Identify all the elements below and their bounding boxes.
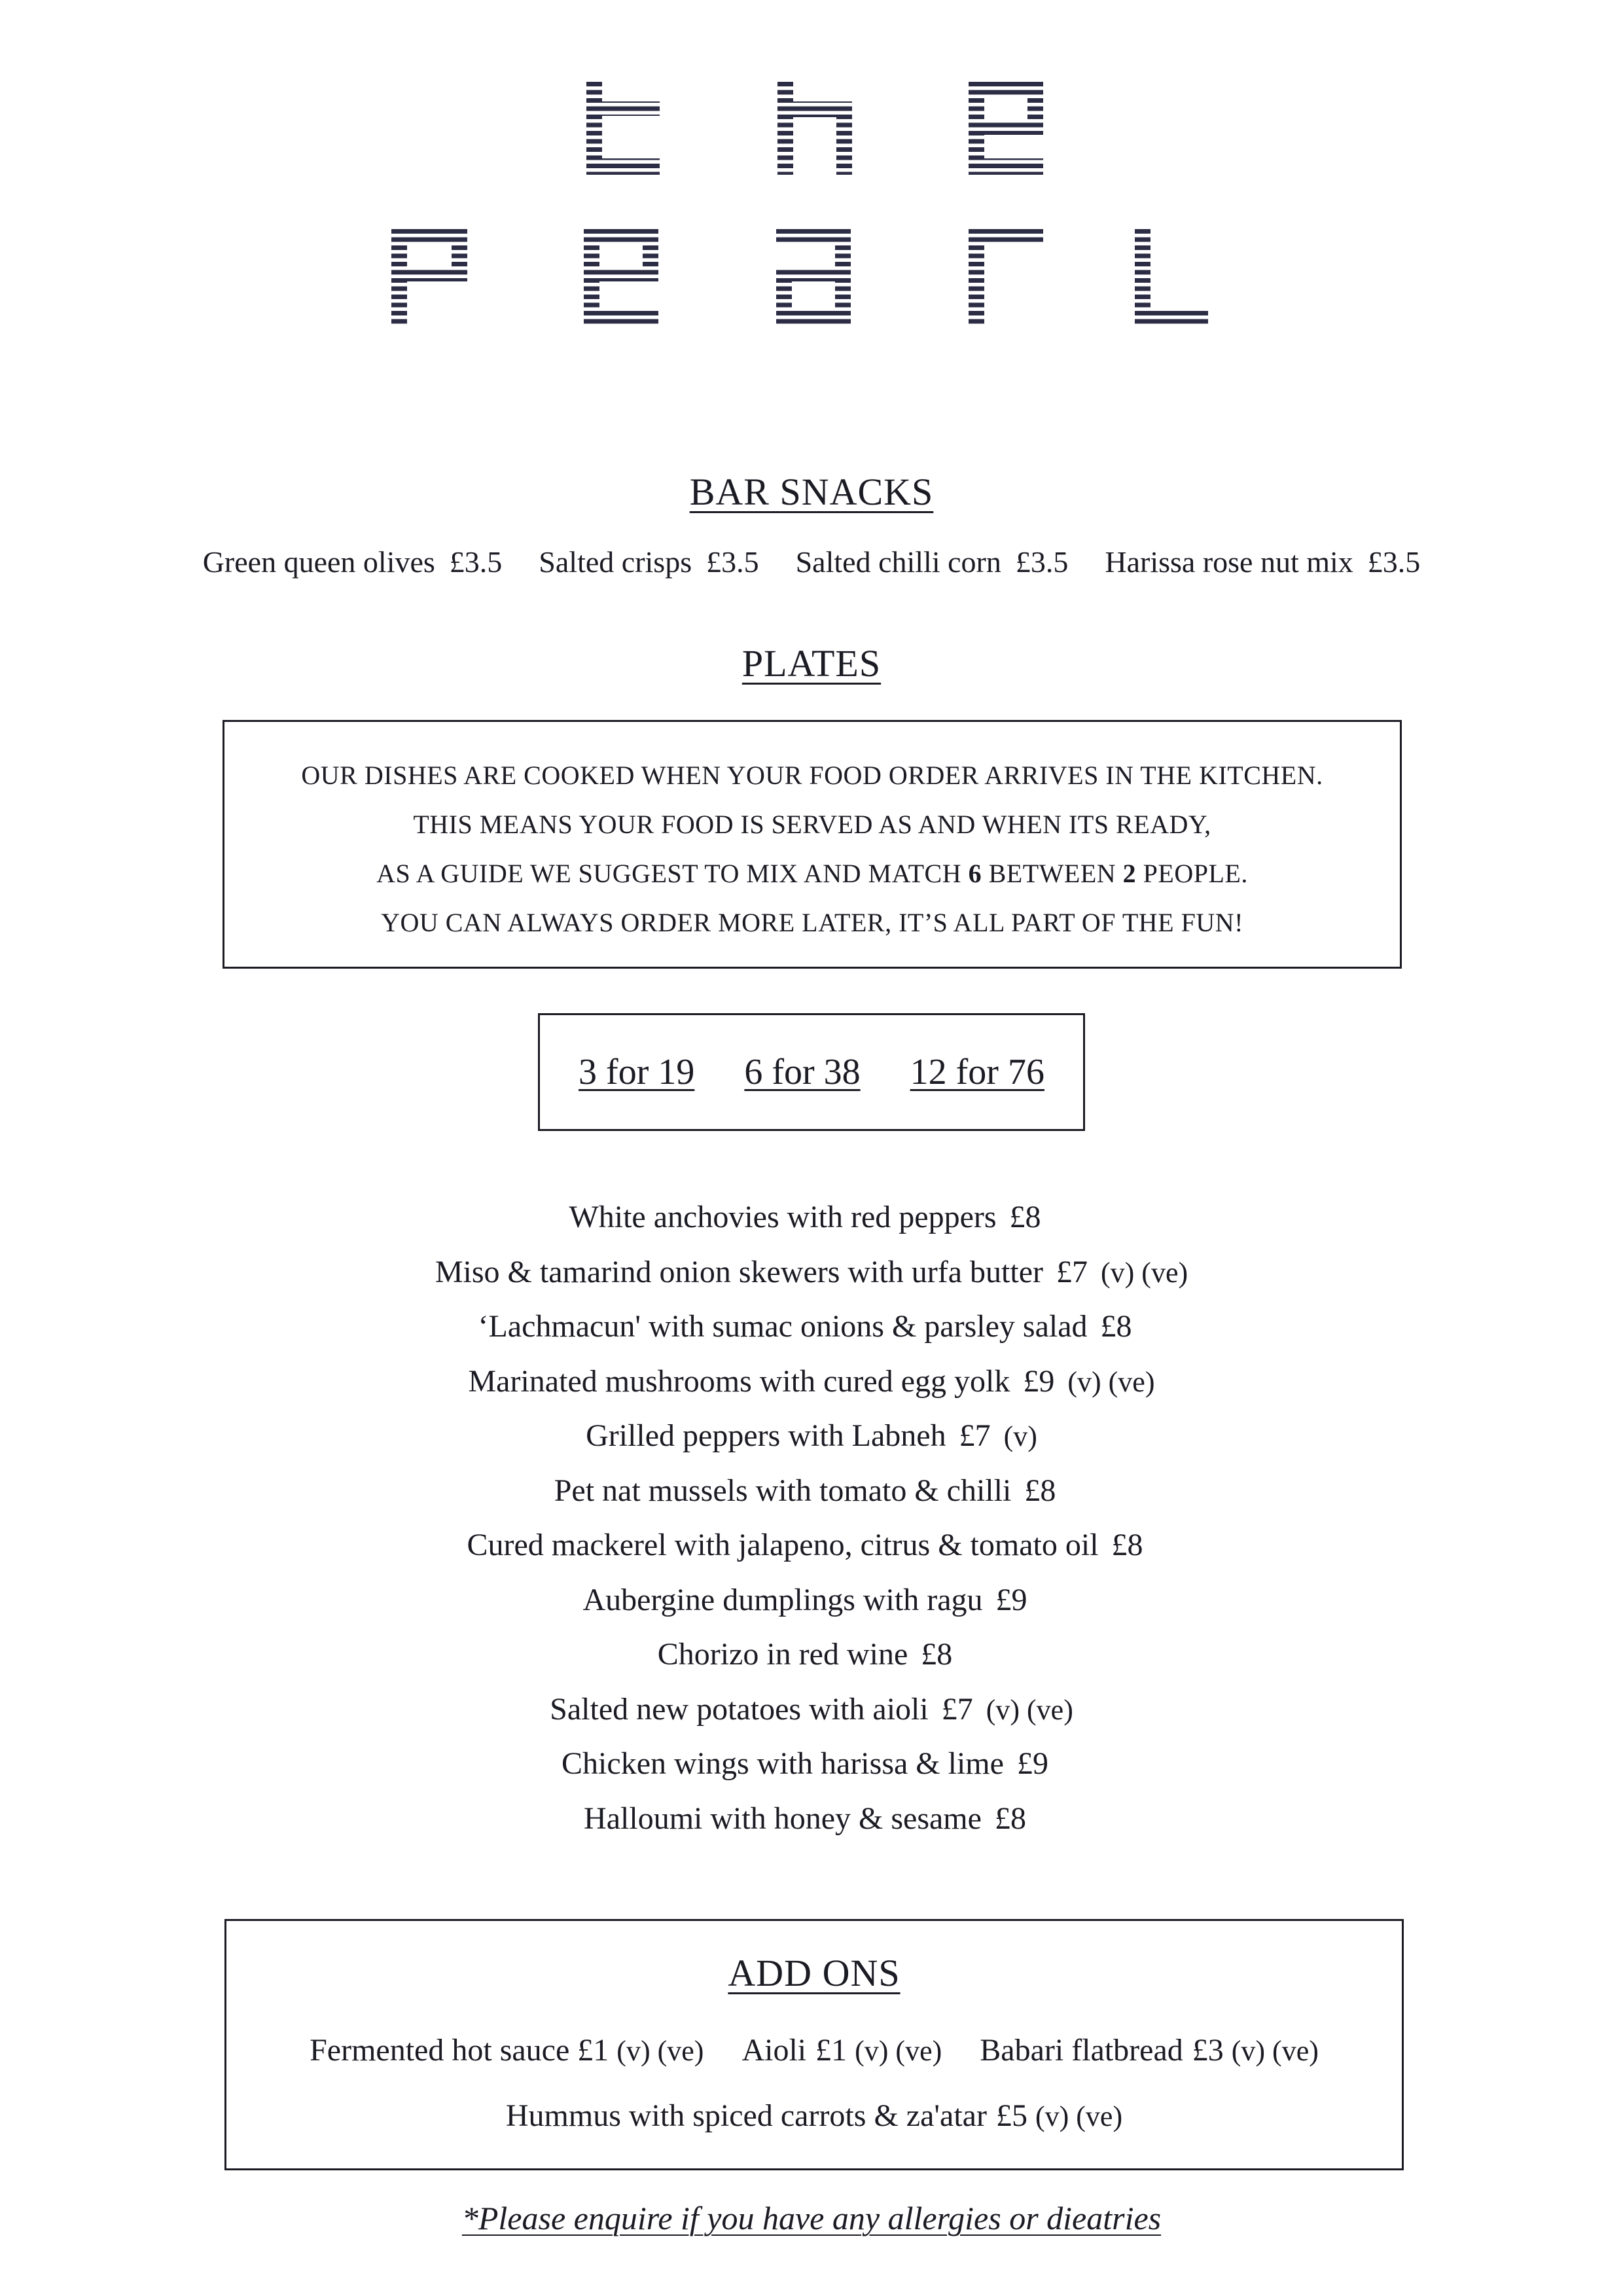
logo-letter-r	[969, 229, 1043, 326]
logo-letter-p	[391, 229, 467, 326]
plates-heading: PLATES	[741, 642, 882, 685]
notice-line: YOU CAN ALWAYS ORDER MORE LATER, IT’S ALL PART OF THE FUN!	[381, 908, 1243, 937]
deal-option: 12 for 76	[910, 1052, 1044, 1092]
bar-snacks-list	[0, 545, 1623, 579]
logo-letter-e	[969, 82, 1043, 175]
add-ons-row	[226, 2098, 1402, 2134]
plate-item: Grilled peppers with Labneh £7 (v)	[586, 1418, 1037, 1453]
allergy-note: *Please enquire if you have any allergies or dieatries	[461, 2200, 1162, 2236]
plate-item: Marinated mushrooms with cured egg yolk £9 (v) (ve)	[468, 1363, 1155, 1399]
the-pearl-logo	[0, 0, 1623, 367]
logo-letter-t	[586, 82, 660, 175]
logo-letter-e-2	[584, 229, 658, 326]
plate-item: Aubergine dumplings with ragu £9	[582, 1582, 1027, 1617]
plate-item: Chicken wings with harissa & lime £9	[562, 1746, 1048, 1781]
add-ons-row	[226, 2032, 1402, 2068]
plate-item: ‘Lachmacun' with sumac onions & parsley salad £8	[478, 1309, 1132, 1344]
add-on-item: Fermented hot sauce £1 (v) (ve)	[310, 2033, 704, 2068]
plate-item: Salted new potatoes with aioli £7 (v) (ve)	[550, 1691, 1073, 1727]
logo-letter-h	[777, 82, 852, 175]
add-ons-heading: ADD ONS	[728, 1952, 901, 1994]
snack-item: Salted crisps £3.5	[539, 545, 759, 579]
plates-list	[0, 1190, 1623, 1846]
snack-item: Harissa rose nut mix £3.5	[1105, 545, 1421, 579]
plate-item: Chorizo in red wine £8	[657, 1637, 953, 1672]
add-on-item: Hummus with spiced carrots & za'atar £5 (v) (ve)	[505, 2098, 1123, 2133]
notice-line: THIS MEANS YOUR FOOD IS SERVED AS AND WHEN ITS READY,	[413, 810, 1211, 839]
snack-item: Salted chilli corn £3.5	[795, 545, 1069, 579]
notice-line: AS A GUIDE WE SUGGEST TO MIX AND MATCH 6 BETWEEN 2 PEOPLE.	[376, 859, 1248, 888]
notice-line: OUR DISHES ARE COOKED WHEN YOUR FOOD ORDER ARRIVES IN THE KITCHEN.	[301, 761, 1323, 790]
logo-letter-l	[1135, 229, 1208, 326]
plate-item: Miso & tamarind onion skewers with urfa butter £7 (v) (ve)	[435, 1254, 1188, 1289]
plate-item: Cured mackerel with jalapeno, citrus & tomato oil £8	[467, 1528, 1143, 1562]
plate-item: Pet nat mussels with tomato & chilli £8	[554, 1473, 1056, 1508]
bar-snacks-heading: BAR SNACKS	[689, 471, 934, 513]
ordering-notice-box	[223, 720, 1402, 969]
logo-letter-a	[776, 229, 851, 326]
add-ons-box	[224, 1919, 1404, 2170]
add-on-item: Aioli £1 (v) (ve)	[741, 2033, 942, 2068]
plate-item: White anchovies with red peppers £8	[569, 1200, 1041, 1234]
deal-option: 3 for 19	[579, 1052, 695, 1092]
snack-item: Green queen olives £3.5	[202, 545, 503, 579]
plate-item: Halloumi with honey & sesame £8	[584, 1801, 1026, 1836]
plate-deals-box	[538, 1013, 1085, 1131]
add-on-item: Babari flatbread £3 (v) (ve)	[980, 2033, 1319, 2068]
deal-option: 6 for 38	[744, 1052, 861, 1092]
